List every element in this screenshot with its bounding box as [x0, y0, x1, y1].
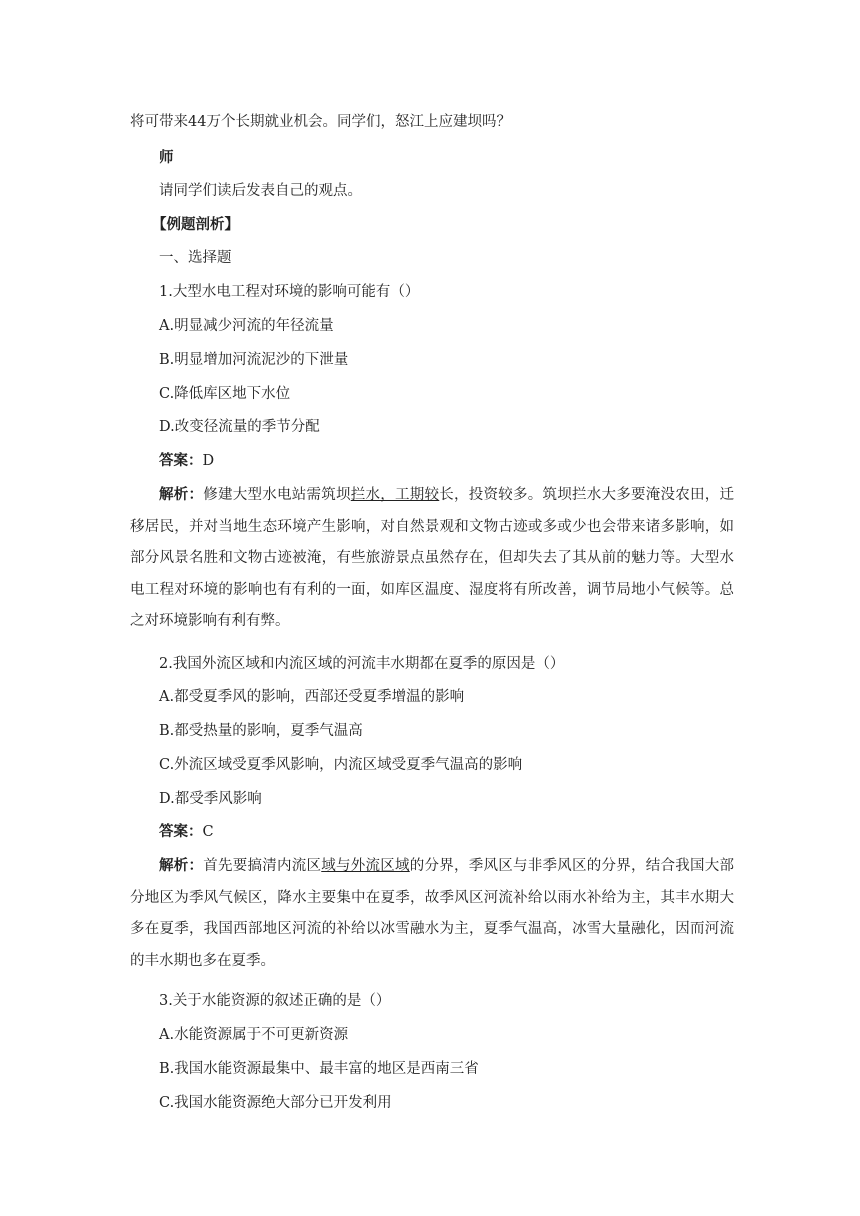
- q1-analysis: 解析：修建大型水电站需筑坝拦水，工期较长，投资较多。筑坝拦水大多要淹没农田，迁移居民，并对当地生态环境产生影响，对自然景观和文物古迹或多或少也会带来诸多影响，如部分风景名胜和文物古迹被淹，有些旅游景点虽然存在，但却失去了其从前的魅力等。大型水电工程对环境的影响也有有利的一面，如库区温度、湿度将有所改善，调节局地小气候等。总之对环境影响有利有弊。: [130, 486, 734, 629]
- prompt-line: 请同学们读后发表自己的观点。: [159, 183, 362, 199]
- q2-option-b: B.都受热量的影响，夏季气温高: [159, 723, 363, 739]
- q1-option-a: A.明显减少河流的年径流量: [159, 318, 334, 334]
- intro-line: 将可带来44万个长期就业机会。同学们，怒江上应建坝吗？: [130, 114, 511, 130]
- q2-option-a: A.都受夏季风的影响，西部还受夏季增温的影响: [159, 689, 465, 705]
- q2-option-d: D.都受季风影响: [159, 791, 262, 807]
- q3-option-a: A.水能资源属于不可更新资源: [159, 1027, 349, 1043]
- q1-stem: 1.大型水电工程对环境的影响可能有（）: [159, 284, 420, 300]
- q3-option-b: B.我国水能资源最集中、最丰富的地区是西南三省: [159, 1061, 479, 1077]
- q3-stem: 3.关于水能资源的叙述正确的是（）: [159, 993, 391, 1009]
- q1-option-d: D.改变径流量的季节分配: [159, 419, 320, 435]
- q1-answer: 答案：D: [159, 452, 215, 469]
- q2-answer: 答案：C: [159, 823, 214, 840]
- q1-option-b: B.明显增加河流泥沙的下泄量: [159, 352, 349, 368]
- q1-option-c: C.降低库区地下水位: [159, 386, 291, 402]
- part-heading: 一、选择题: [159, 250, 232, 266]
- section-heading: 【例题剖析】: [152, 216, 239, 233]
- q2-option-c: C.外流区域受夏季风影响，内流区域受夏季气温高的影响: [159, 757, 523, 773]
- q2-analysis: 解析：首先要搞清内流区域与外流区域的分界，季风区与非季风区的分界，结合我国大部分地区为季风气候区，降水主要集中在夏季，故季风区河流补给以雨水补给为主，其丰水期大多在夏季，我国西部地区河流的补给以冰雪融水为主，夏季气温高，冰雪大量融化，因而河流的丰水期也多在夏季。: [130, 857, 734, 969]
- q2-stem: 2.我国外流区域和内流区域的河流丰水期都在夏季的原因是（）: [159, 656, 565, 672]
- teacher-label: 师: [159, 149, 174, 166]
- q3-option-c: C.我国水能资源绝大部分已开发利用: [159, 1095, 392, 1111]
